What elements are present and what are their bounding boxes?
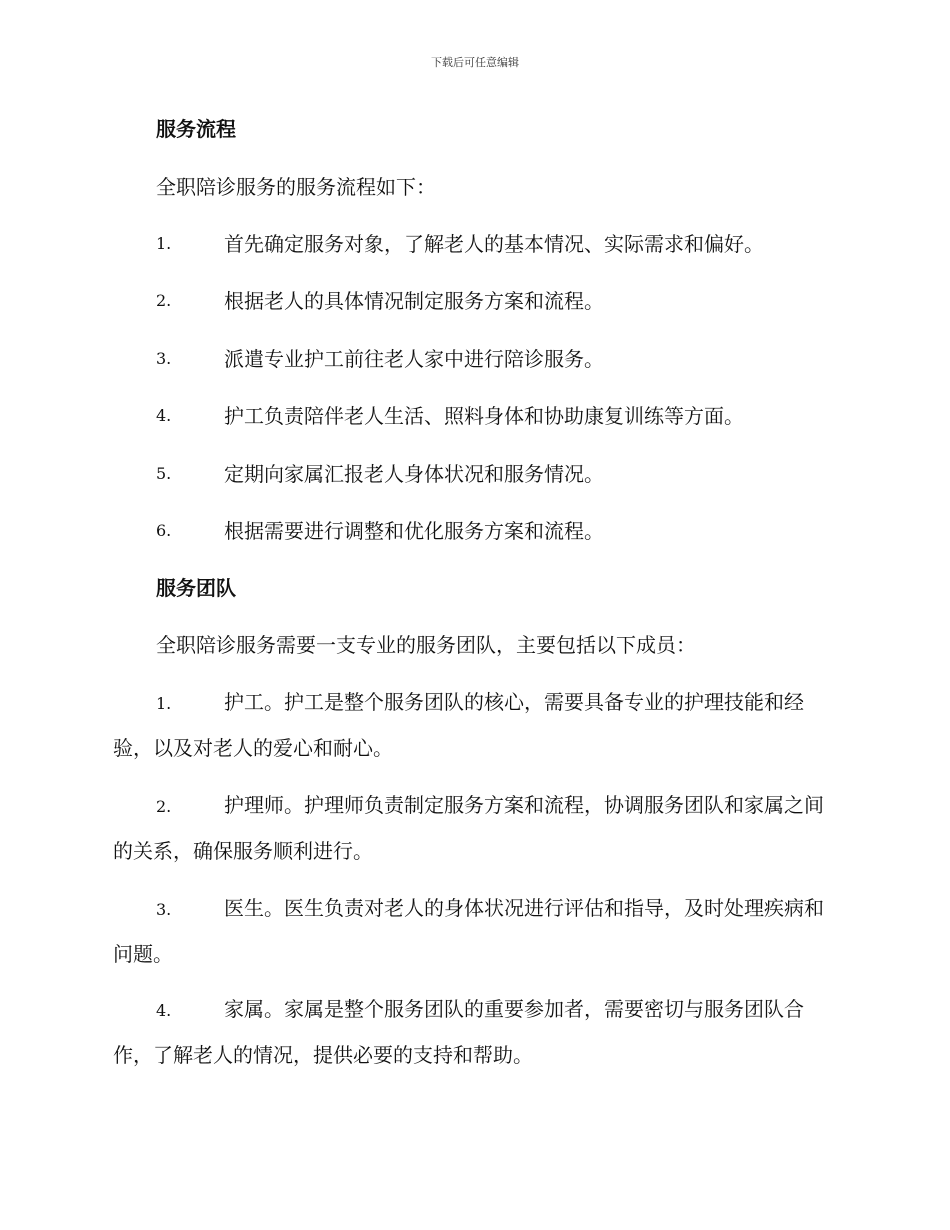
section-title-service-process: 服务流程	[156, 117, 236, 141]
section-title-service-team: 服务团队	[156, 576, 236, 600]
list-number: 2.	[156, 291, 172, 310]
list-text: 医生。医生负责对老人的身体状况进行评估和指导，及时处理疾病和问题。	[113, 896, 824, 966]
list-number: 4.	[156, 406, 172, 425]
section-intro-service-team: 全职陪诊服务需要一支专业的服务团队，主要包括以下成员：	[156, 633, 696, 657]
list-number: 5.	[156, 464, 172, 483]
list-text: 家属。家属是整个服务团队的重要参加者，需要密切与服务团队合作，了解老人的情况，提供必要的支持和帮助。	[113, 997, 804, 1067]
list-number: 1.	[156, 694, 172, 713]
list-text: 护工。护工是整个服务团队的核心，需要具备专业的护理技能和经验，以及对老人的爱心和耐心。	[113, 690, 804, 760]
list-text: 根据老人的具体情况制定服务方案和流程。	[224, 289, 604, 313]
list-text: 首先确定服务对象，了解老人的基本情况、实际需求和偏好。	[224, 232, 764, 256]
list-number: 3.	[156, 349, 172, 368]
list-text: 护理师。护理师负责制定服务方案和流程，协调服务团队和家属之间的关系，确保服务顺利进行。	[113, 793, 824, 863]
list-text: 定期向家属汇报老人身体状况和服务情况。	[224, 462, 604, 486]
page-header: 下载后可任意编辑	[431, 56, 519, 69]
section-intro-service-process: 全职陪诊服务的服务流程如下：	[156, 175, 436, 199]
list-number: 1.	[156, 234, 172, 253]
list-text: 派遣专业护工前往老人家中进行陪诊服务。	[224, 347, 604, 371]
list-item	[113, 680, 838, 770]
list-number: 3.	[156, 900, 172, 919]
list-item	[113, 783, 838, 873]
list-number: 6.	[156, 521, 172, 540]
list-item	[113, 987, 838, 1077]
list-item	[113, 886, 838, 976]
list-text: 护工负责陪伴老人生活、照料身体和协助康复训练等方面。	[224, 404, 744, 428]
list-number: 4.	[156, 1001, 172, 1020]
list-text: 根据需要进行调整和优化服务方案和流程。	[224, 519, 604, 543]
list-number: 2.	[156, 797, 172, 816]
